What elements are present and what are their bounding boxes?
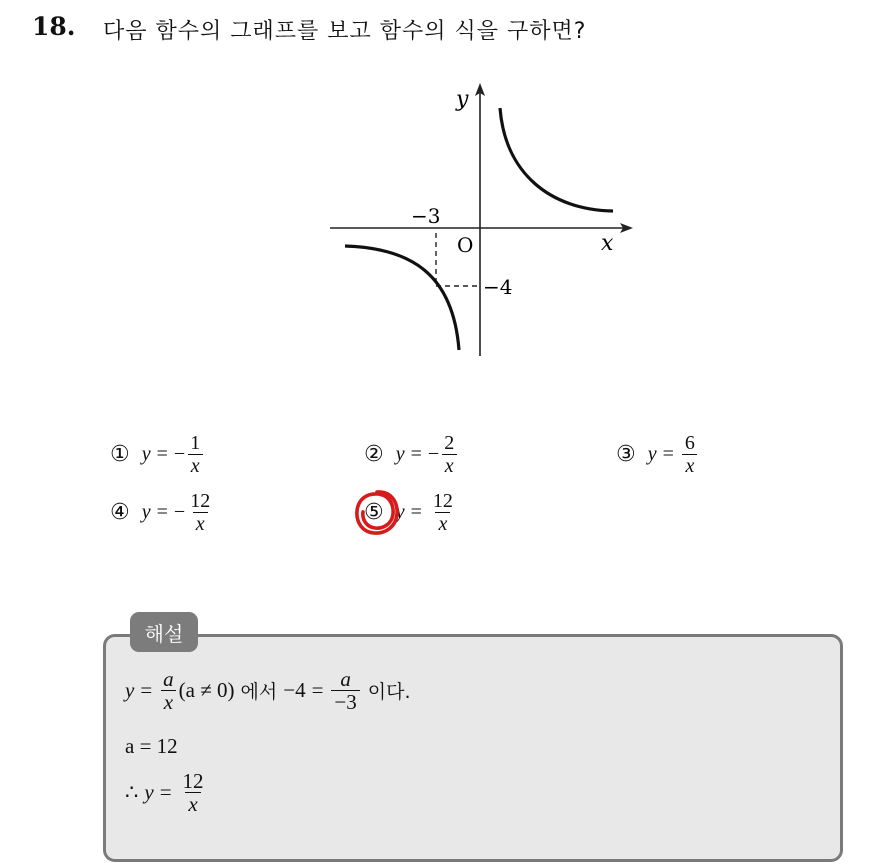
choice-fraction: [187, 490, 213, 535]
fraction-numerator: 2: [444, 432, 455, 454]
fraction-denominator: x: [161, 690, 176, 713]
choice-number: ②: [364, 442, 384, 467]
solution-line-2: [125, 734, 178, 759]
choice-3[interactable]: [616, 432, 700, 477]
choice-equals: =: [156, 443, 168, 465]
fraction-numerator: 12: [182, 769, 204, 793]
choice-lhs: y: [141, 443, 151, 465]
choice-4[interactable]: [110, 490, 215, 535]
sol-lhs: y: [144, 780, 154, 804]
fraction-denominator: x: [435, 512, 450, 535]
sol-therefore: ∴: [125, 780, 139, 804]
x-mark-label: −3: [411, 204, 441, 228]
sol-fraction: [160, 668, 177, 713]
sol-word-eseo: 에서: [240, 681, 278, 703]
fraction-numerator: 12: [432, 490, 453, 512]
sol-lhs2: −4: [283, 678, 306, 702]
fraction-denominator: x: [442, 454, 457, 477]
solution-line-1: [125, 668, 417, 713]
choice-equals: =: [156, 501, 168, 523]
choice-fraction: [187, 432, 203, 477]
answer-circle-mark: [353, 488, 401, 538]
question-number: 18.: [32, 12, 76, 41]
choice-fraction: [430, 490, 456, 535]
choice-2[interactable]: [364, 432, 459, 477]
choice-equals: =: [410, 501, 422, 523]
fraction-numerator: 6: [684, 432, 695, 454]
y-axis-label: y: [456, 87, 469, 112]
solution-line-3: [125, 770, 209, 815]
hyperbola-branch-q1: [500, 108, 613, 211]
choice-fraction: [682, 432, 698, 477]
fraction-numerator: a: [340, 667, 351, 691]
fraction-denominator: x: [682, 454, 697, 477]
y-mark-label: −4: [483, 275, 513, 299]
sol-equals: =: [140, 678, 153, 702]
fraction-denominator: x: [193, 512, 208, 535]
choice-equals: =: [410, 443, 422, 465]
function-graph: [325, 78, 635, 368]
sol-fraction: [180, 770, 207, 815]
choice-lhs: y: [395, 443, 405, 465]
fraction-denominator: x: [185, 792, 200, 815]
choice-lhs: y: [395, 501, 405, 523]
solution-tab: 해설: [130, 612, 198, 652]
fraction-denominator: −3: [331, 690, 359, 713]
sol-equals2: =: [311, 678, 324, 702]
fraction-numerator: a: [163, 667, 174, 691]
sol-word-ida: 이다.: [367, 681, 411, 703]
sol-fraction2: [331, 668, 359, 713]
fraction-denominator: x: [188, 454, 203, 477]
choice-equals: =: [662, 443, 674, 465]
x-axis-label: x: [601, 231, 614, 256]
choice-sign: −: [427, 443, 440, 465]
choice-number: ③: [616, 442, 636, 467]
fraction-numerator: 1: [190, 432, 201, 454]
sol-line2-text: a = 12: [125, 734, 178, 758]
sol-lhs: y: [125, 678, 135, 702]
choice-sign: −: [173, 501, 186, 523]
choice-1[interactable]: [110, 432, 205, 477]
choice-sign: −: [173, 443, 186, 465]
fraction-numerator: 12: [190, 490, 211, 512]
question-text: 다음 함수의 그래프를 보고 함수의 식을 구하면?: [103, 19, 587, 44]
choice-lhs: y: [647, 443, 657, 465]
sol-condition: (a ≠ 0): [178, 678, 235, 702]
choice-number: ①: [110, 442, 130, 467]
choice-number: ④: [110, 500, 130, 525]
origin-label: O: [457, 233, 474, 257]
choice-number: ⑤: [364, 500, 384, 525]
hyperbola-branch-q3: [345, 246, 459, 350]
choice-lhs: y: [141, 501, 151, 523]
sol-equals: =: [159, 780, 172, 804]
choice-fraction: [441, 432, 457, 477]
